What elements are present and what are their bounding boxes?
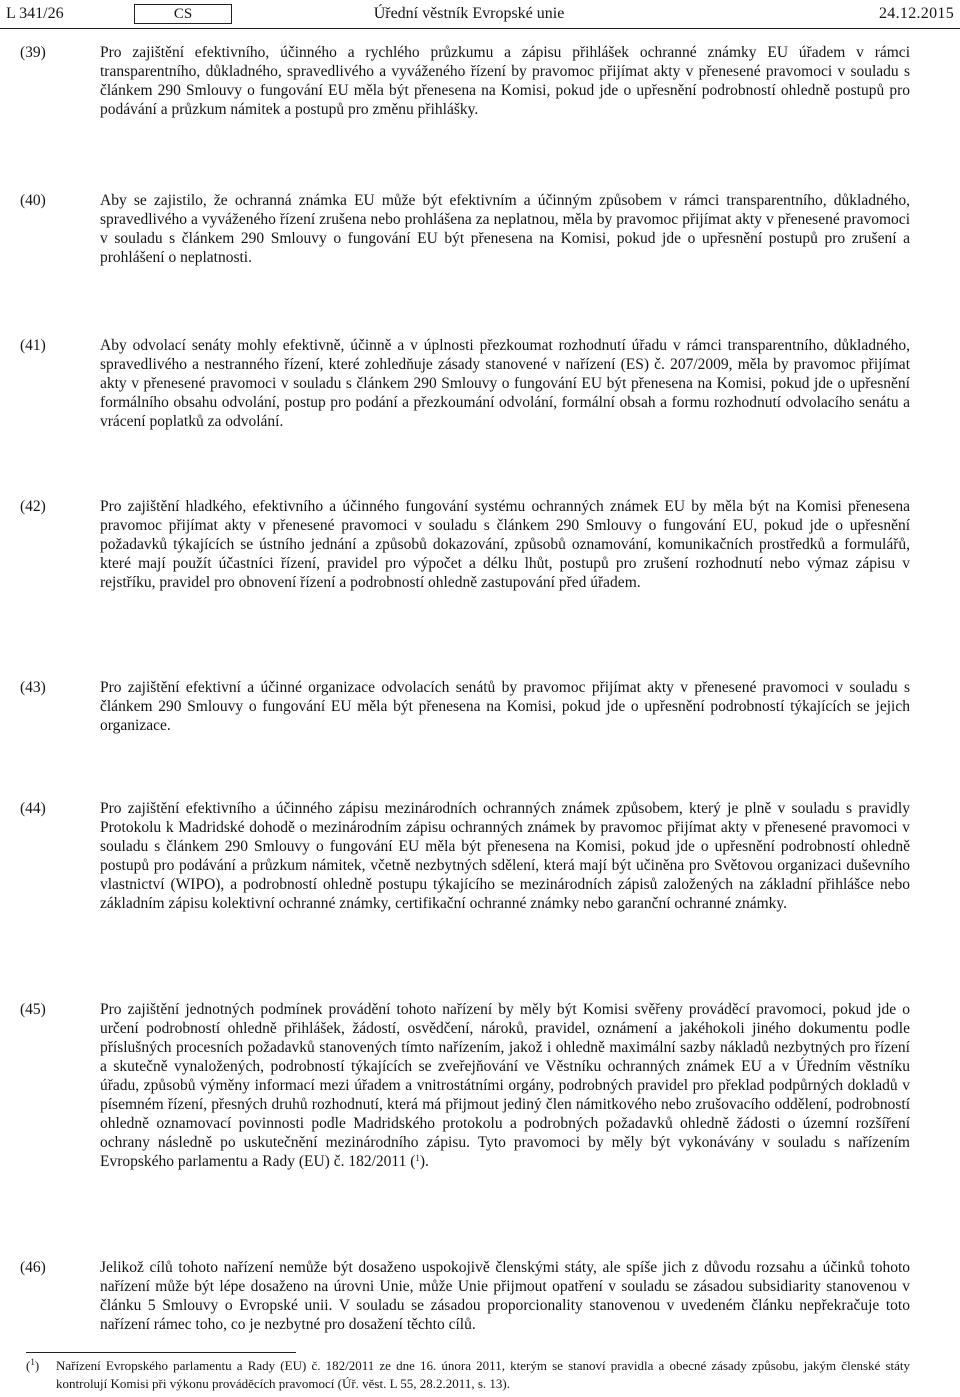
recital-text: Jelikož cílů tohoto nařízení nemůže být dosaženo uspokojivě členskými státy, ale spíše jich z důvodu rozsahu a účinků tohoto nařízení může být lépe dosaženo na úrovni Unie, může Unie přijmout opatření v souladu se zásadou subsidiarity stanovenou v článku 5 Smlouvy o Evropské unii. V souladu se zásadou proporcionality stanovenou v uvedeném článku nepřekračuje toto nařízení rámec toho, co je nezbytné pro dosažení těchto cílů. [100, 1259, 910, 1333]
recital-number: (45) [20, 1001, 46, 1018]
recital-number: (44) [20, 800, 46, 817]
recital-number: (43) [20, 679, 46, 696]
page-header [0, 0, 960, 32]
recital-text: Pro zajištění hladkého, efektivního a účinného fungování systému ochranných známek EU by měla být na Komisi přenesena pravomoc přijímat akty v přenesené pravomoci v souladu s článkem 290 Smlouvy o fungování EU, pokud jde o upřesnění požadavků týkajících se ústního jednání a způsobů dokazování, způsobů oznamování, komunikačních prostředků a formulářů, které mají použít účastníci řízení, pravidel pro výpočet a délku lhůt, postupů pro zrušení rozhodnutí nebo výmaz zápisu v rejstříku, pravidel pro obnovení řízení a podrobností ohledně zastupování před úřadem. [100, 498, 910, 591]
recital-text [100, 1000, 910, 1171]
publication-date: 24.12.2015 [879, 5, 954, 22]
recital-text: Aby se zajistilo, že ochranná známka EU může být efektivním a účinným způsobem v rámci transparentního, důkladného, spravedlivého a vyváženého řízení zrušena nebo prohlášena za neplatnou, měla by pravomoc přijímat akty v přenesené pravomoci v souladu s článkem 290 Smlouvy o fungování EU být přenesena na Komisi, pokud jde o upřesnění postupů pro zrušení a prohlášení o neplatnosti. [100, 192, 910, 266]
recital-text-end: ). [419, 1153, 429, 1170]
footnote-marker-open: ( [26, 1358, 31, 1373]
recital-number: (42) [20, 498, 46, 515]
recital-number: (40) [20, 192, 46, 209]
footnote-reference[interactable]: 1 [415, 1153, 420, 1163]
recital-number: (46) [20, 1259, 46, 1276]
recital-number: (41) [20, 337, 46, 354]
footnote-divider [26, 1352, 296, 1353]
recital-text: Aby odvolací senáty mohly efektivně, účinně a v úplnosti přezkoumat rozhodnutí úřadu v rámci transparentního, důkladného, spravedlivého a nestranného řízení, které zohledňuje zásady stanovené v nařízení (ES) č. 207/2009, měla by pravomoc přijímat akty v přenesené pravomoci v souladu s článkem 290 Smlouvy o fungování EU být přenesena na Komisi, pokud jde o upřesnění formálního obsahu odvolání, postup pro podání a přezkoumání odvolání, formální obsah a formu rozhodnutí odvolacího senátu a vrácení poplatků za odvolání. [100, 337, 910, 430]
journal-page-reference: L 341/26 [6, 5, 64, 22]
recital-text: Pro zajištění efektivního, účinného a rychlého průzkumu a zápisu přihlášek ochranné známky EU úřadem v rámci transparentního, důkladného, spravedlivého a vyváženého řízení by pravomoc přijímat akty v přenesené pravomoci v souladu s článkem 290 Smlouvy o fungování EU měla být přenesena na Komisi, pokud jde o upřesnění podrobností ohledně postupů pro podávání a průzkum námitek a postupů pro změnu přihlášky. [100, 44, 910, 118]
footnote-marker [26, 1357, 39, 1375]
recital-number: (39) [20, 44, 46, 61]
recital-text: Pro zajištění efektivního a účinného zápisu mezinárodních ochranných známek způsobem, který je plně v souladu s pravidly Protokolu k Madridské dohodě o mezinárodním zápisu ochranných známek by pravomoc přijímat akty v přenesené pravomoci v souladu s článkem 290 Smlouvy o fungování EU měla být přenesena na Komisi, pokud jde o upřesnění podrobností ohledně postupů pro podávání a průzkum námitek, včetně nezbytných sdělení, která mají být učiněna pro Světovou organizaci duševního vlastnictví (WIPO), a podrobností ohledně postupu týkajícího se mezinárodních zápisů založených na základní přihlášce nebo základním zápisu kolektivní ochranné známky, certifikační ochranné známky nebo garanční ochranné známky. [100, 800, 910, 912]
footnote-marker-close: ) [34, 1358, 40, 1373]
recital-text-body: Pro zajištění jednotných podmínek provádění tohoto nařízení by měly být Komisi svěřeny prováděcí pravomoci, pokud jde o určení podrobností ohledně přihlášek, žádostí, osvědčení, nároků, pravidel, oznámení a jakéhokoli jiného dokumentu podle příslušných procesních požadavků stanovených tímto nařízením, jakož i ohledně maximální sazby nákladů nezbytných pro řízení a skutečně vynaložených, podrobností týkajících se zveřejňování ve Věstníku ochranných známek EU a v Úředním věstníku úřadu, způsobů výměny informací mezi úřadem a vnitrostátními orgány, podrobných pravidel pro překlad podpůrných dokladů v písemném řízení, přesných druhů rozhodnutí, která má přijmout jediný člen námitkového nebo zrušovacího oddělení, podrobností ohledně oznamovací povinnosti podle Madridského protokolu a podrobných požadavků ohledně žádosti o územní rozšíření ochrany následně po uskutečnění mezinárodního zápisu. Tyto pravomoci by měly být vykonávány v souladu s nařízením Evropského parlamentu a Rady (EU) č. 182/2011 ( [100, 1001, 910, 1170]
footnote-text: Nařízení Evropského parlamentu a Rady (EU) č. 182/2011 ze dne 16. února 2011, kterým se stanoví pravidla a obecné zásady způsobu, jakým členské státy kontrolují Komisi při výkonu prováděcích pravomocí (Úř. věst. L 55, 28.2.2011, s. 13). [56, 1358, 910, 1391]
language-code-box: CS [134, 4, 232, 24]
header-divider [0, 28, 960, 29]
journal-title: Úřední věstník Evropské unie [373, 5, 565, 22]
footnote-marker-number: 1 [30, 1357, 35, 1367]
recital-text: Pro zajištění efektivní a účinné organizace odvolacích senátů by pravomoc přijímat akty v přenesené pravomoci v souladu s článkem 290 Smlouvy o fungování EU měla být přenesena na Komisi, pokud jde o upřesnění podrobností týkajících se jejich organizace. [100, 679, 910, 734]
